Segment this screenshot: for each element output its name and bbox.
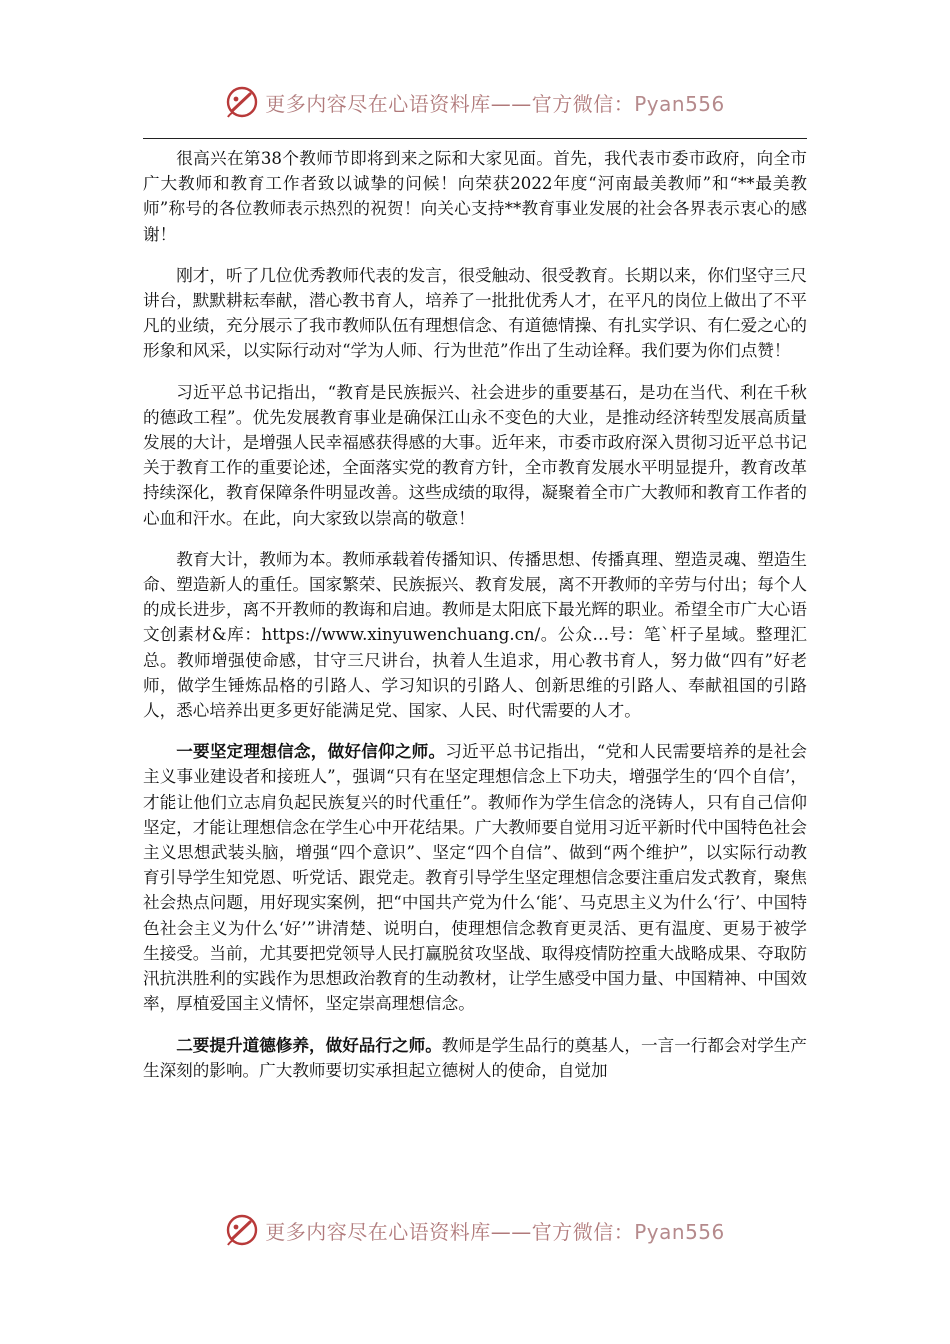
paragraph-4: 教育大计，教师为本。教师承载着传播知识、传播思想、传播真理、塑造灵魂、塑造生命、塑造新人的重任。国家繁荣、民族振兴、教育发展，离不开教师的辛劳与付出；每个人的成长进步，离不开教师的教诲和启迪。教师是太阳底下最光辉的职业。希望全市广大心语文创素材&库：https://www.xinyuwenchuang.cn/。公众…号：笔`杆子星域。整理汇总。教师增强使命感，甘守三尺讲台，执着人生追求，用心教书育人，努力做“四有”好老师，做学生锤炼品格的引路人、学习知识的引路人、创新思维的引路人、奉献祖国的引路人，悉心培养出更多更好能满足党、国家、人民、时代需要的人才。 xyxy=(143,549,807,721)
paragraph-5: 一要坚定理想信念，做好信仰之师。习近平总书记指出，“党和人民需要培养的是社会主义事业建设者和接班人”，强调“只有在坚定理想信念上下功夫，增强学生的‘四个自信’，才能让他们立志肩负起民族复兴的时代重任”。教师作为学生信念的浇铸人，只有自己信仰坚定，才能让理想信念在学生心中开花结果。广大教师要自觉用习近平新时代中国特色社会主义思想武装头脑，增强“四个意识”、坚定“四个自信”、做到“两个维护”，以实际行动教育引导学生知党恩、听党话、跟党走。教育引导学生坚定理想信念要注重启发式教育，聚焦社会热点问题，用好现实案例，把“中国共产党为什么‘能’、马克思主义为什么‘行’、中国特色社会主义为什么‘好’”讲清楚、说明白，使理想信念教育更灵活、更有温度、更易于被学生接受。当前，尤其要把党领导人民打赢脱贫攻坚战、取得疫情防控重大战略成果、夺取防汛抗洪胜利的实践作为思想政治教育的生动教材，让学生感受中国力量、中国精神、中国效率，厚植爱国主义情怀，坚定崇高理想信念。 xyxy=(143,741,808,1014)
pen-logo-icon xyxy=(225,1213,259,1247)
header-divider xyxy=(143,138,807,139)
header-banner-text: 更多内容尽在心语资料库——官方微信：Pyan556 xyxy=(265,91,725,116)
header-banner xyxy=(0,78,950,126)
document-body xyxy=(143,146,807,1099)
paragraph-3: 习近平总书记指出，“教育是民族振兴、社会进步的重要基石，是功在当代、利在千秋的德政工程”。优先发展教育事业是确保江山永不变色的大业，是推动经济转型发展高质量发展的大计，是增强人民幸福感获得感的大事。近年来，市委市政府深入贯彻习近平总书记关于教育工作的重要论述，全面落实党的教育方针，全市教育发展水平明显提升，教育改革持续深化，教育保障条件明显改善。这些成绩的取得，凝聚着全市广大教师和教育工作者的心血和汗水。在此，向大家致以崇高的敬意！ xyxy=(143,382,807,528)
section-heading-2: 二要提升道德修养，做好品行之师。 xyxy=(176,1034,442,1055)
section-heading-1: 一要坚定理想信念，做好信仰之师。 xyxy=(176,741,446,762)
paragraph-2: 刚才，听了几位优秀教师代表的发言，很受触动、很受教育。长期以来，你们坚守三尺讲台，默默耕耘奉献，潜心教书育人，培养了一批批优秀人才，在平凡的岗位上做出了不平凡的业绩，充分展示了我市教师队伍有理想信念、有道德情操、有扎实学识、有仁爱之心的形象和风采，以实际行动对“学为人师、行为世范”作出了生动诠释。我们要为你们点赞！ xyxy=(143,265,807,361)
paragraph-6: 二要提升道德修养，做好品行之师。教师是学生品行的奠基人，一言一行都会对学生产生深刻的影响。广大教师要切实承担起立德树人的使命，自觉加 xyxy=(143,1034,808,1080)
paragraph-1: 很高兴在第38个教师节即将到来之际和大家见面。首先，我代表市委市政府，向全市广大教师和教育工作者致以诚挚的问候！向荣获2022年度“河南最美教师”和“**最美教师”称号的各位教师表示热烈的祝贺！向关心支持**教育事业发展的社会各界表示衷心的感谢！ xyxy=(143,149,807,244)
footer-banner xyxy=(0,1206,950,1254)
pen-logo-icon xyxy=(225,85,259,119)
footer-banner-text: 更多内容尽在心语资料库——官方微信：Pyan556 xyxy=(265,1219,725,1244)
